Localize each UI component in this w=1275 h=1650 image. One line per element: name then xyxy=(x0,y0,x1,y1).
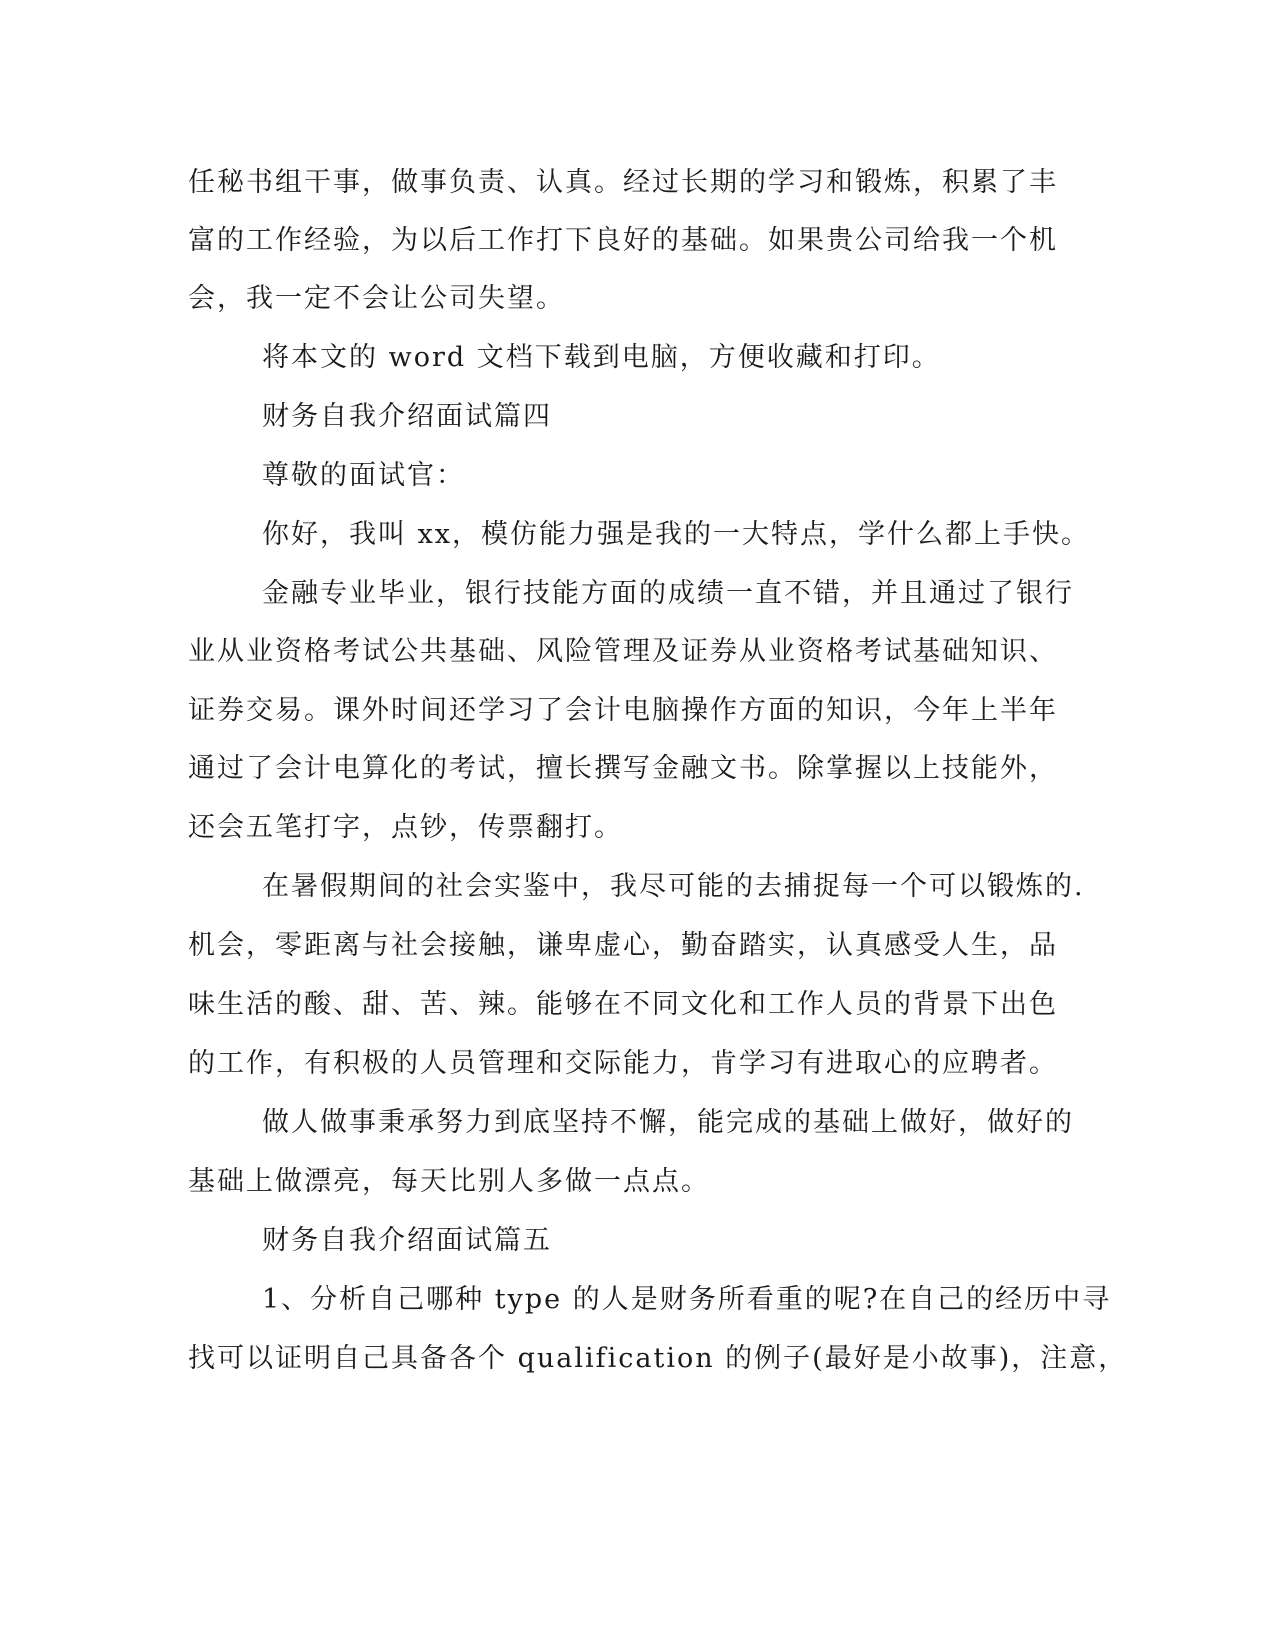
paragraph-line: 1、分析自己哪种 type 的人是财务所看重的呢?在自己的经历中寻 xyxy=(262,1284,1112,1315)
section-heading: 财务自我介绍面试篇五 xyxy=(262,1225,552,1256)
paragraph-line: 基础上做漂亮，每天比别人多做一点点。 xyxy=(188,1166,710,1197)
paragraph-line: 还会五笔打字，点钞，传票翻打。 xyxy=(188,812,623,843)
paragraph-line: 金融专业毕业，银行技能方面的成绩一直不错，并且通过了银行 xyxy=(262,578,1074,609)
paragraph-line: 你好，我叫 xx，模仿能力强是我的一大特点，学什么都上手快。 xyxy=(262,519,1091,550)
paragraph-line: 将本文的 word 文档下载到电脑，方便收藏和打印。 xyxy=(262,342,941,373)
paragraph-line: 通过了会计电算化的考试，擅长撰写金融文书。除掌握以上技能外， xyxy=(188,753,1058,784)
paragraph-line: 富的工作经验，为以后工作打下良好的基础。如果贵公司给我一个机 xyxy=(188,225,1058,256)
paragraph-line: 机会，零距离与社会接触，谦卑虚心，勤奋踏实，认真感受人生，品 xyxy=(188,930,1058,961)
paragraph-line: 业从业资格考试公共基础、风险管理及证券从业资格考试基础知识、 xyxy=(188,636,1058,667)
section-heading: 财务自我介绍面试篇四 xyxy=(262,401,552,432)
paragraph-line: 在暑假期间的社会实鉴中，我尽可能的去捕捉每一个可以锻炼的. xyxy=(262,871,1085,902)
paragraph-line: 证券交易。课外时间还学习了会计电脑操作方面的知识，今年上半年 xyxy=(188,695,1058,726)
paragraph-line: 会，我一定不会让公司失望。 xyxy=(188,283,565,314)
paragraph-line: 任秘书组干事，做事负责、认真。经过长期的学习和锻炼，积累了丰 xyxy=(188,167,1058,198)
paragraph-line: 做人做事秉承努力到底坚持不懈，能完成的基础上做好，做好的 xyxy=(262,1107,1074,1138)
paragraph-line: 味生活的酸、甜、苦、辣。能够在不同文化和工作人员的背景下出色 xyxy=(188,989,1058,1020)
paragraph-line: 的工作，有积极的人员管理和交际能力，肯学习有进取心的应聘者。 xyxy=(188,1048,1058,1079)
salutation: 尊敬的面试官： xyxy=(262,460,465,491)
paragraph-line: 找可以证明自己具备各个 qualification 的例子(最好是小故事)，注意， xyxy=(188,1343,1128,1374)
